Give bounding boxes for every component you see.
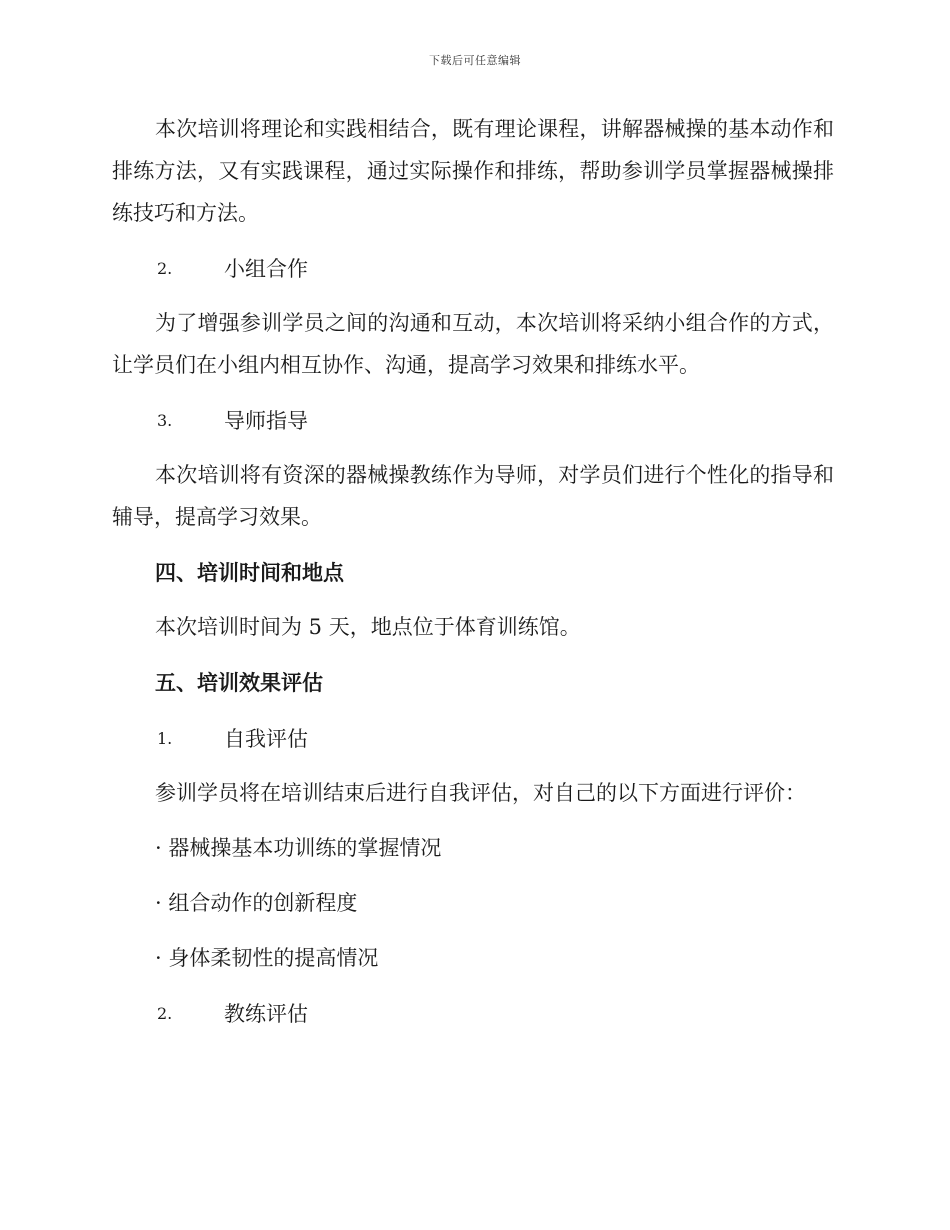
list-item-coach-evaluation [112, 993, 834, 1035]
list-number: 3. [157, 411, 173, 430]
bullet-item: · 器械操基本功训练的掌握情况 [155, 836, 442, 860]
document-body [112, 108, 834, 1047]
section-heading-evaluation: 五、培训效果评估 [155, 670, 323, 695]
list-label: 教练评估 [224, 1002, 308, 1026]
paragraph-self-evaluation: 参训学员将在培训结束后进行自我评估，对自己的以下方面进行评价： [155, 781, 806, 805]
list-item-mentor-guidance [112, 400, 834, 442]
bullet-item: · 身体柔韧性的提高情况 [155, 946, 379, 970]
list-number: 2. [157, 259, 173, 278]
list-label: 小组合作 [224, 257, 308, 281]
list-item-self-evaluation [112, 718, 834, 760]
paragraph-group-cooperation: 为了增强参训学员之间的沟通和互动，本次培训将采纳小组合作的方式，让学员们在小组内相互协作、沟通，提高学习效果和排练水平。 [112, 311, 834, 377]
bullet-item: · 组合动作的创新程度 [155, 891, 358, 915]
list-number: 1. [157, 729, 173, 748]
list-label: 导师指导 [224, 409, 308, 433]
page-header: 下载后可任意编辑 [429, 54, 521, 67]
list-item-group-cooperation [112, 248, 834, 290]
list-number: 2. [157, 1004, 173, 1023]
paragraph-mentor-guidance: 本次培训将有资深的器械操教练作为导师，对学员们进行个性化的指导和辅导，提高学习效果。 [112, 463, 834, 529]
list-label: 自我评估 [224, 727, 308, 751]
paragraph-time-location: 本次培训时间为 5 天，地点位于体育训练馆。 [155, 615, 581, 639]
section-heading-time-location: 四、培训时间和地点 [155, 560, 344, 585]
paragraph-teaching-method: 本次培训将理论和实践相结合，既有理论课程，讲解器械操的基本动作和排练方法，又有实践课程，通过实际操作和排练，帮助参训学员掌握器械操排练技巧和方法。 [112, 117, 834, 225]
